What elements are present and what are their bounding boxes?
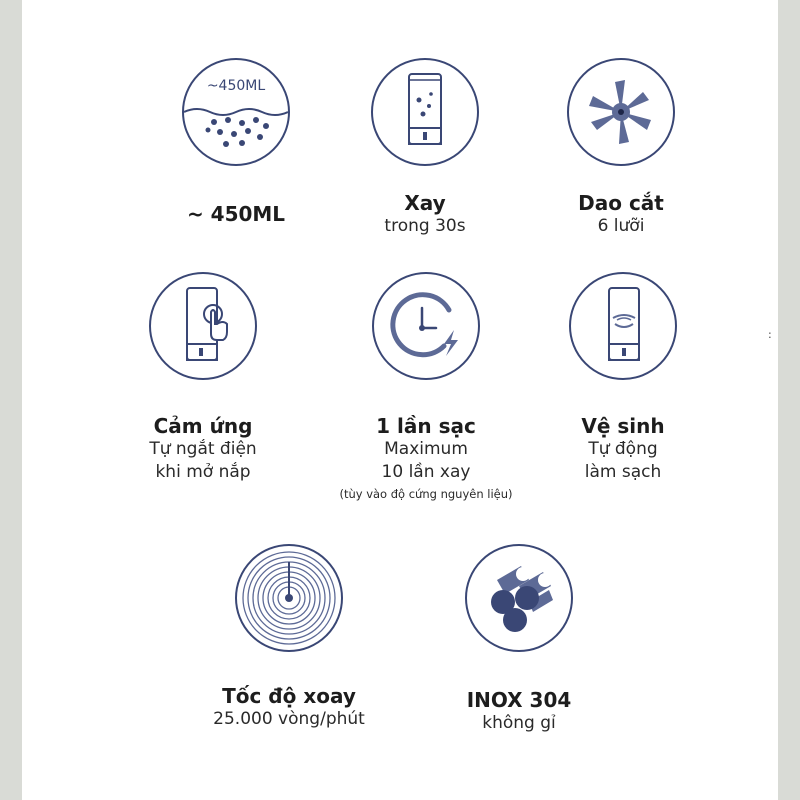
stainless-steel-icon — [465, 544, 573, 652]
feature-title: Cảm ứng — [153, 414, 253, 438]
feature-line: không gỉ — [482, 713, 556, 733]
stray-mark: : — [768, 328, 772, 341]
feature-note: (tùy vào độ cứng nguyên liệu) — [339, 487, 513, 501]
feature-title: 1 lần sạc — [376, 414, 476, 438]
rotation-speed-icon — [235, 544, 343, 652]
feature-line: khi mở nắp — [155, 462, 251, 482]
icon-volume-label: ~450ML — [206, 78, 266, 94]
touch-sensor-icon — [149, 272, 257, 380]
feature-title: Xay — [404, 191, 446, 215]
feature-line: 10 lần xay — [381, 462, 471, 482]
feature-line: 25.000 vòng/phút — [213, 709, 365, 729]
feature-line: Tự động — [588, 439, 658, 459]
charge-clock-icon — [372, 272, 480, 380]
self-clean-icon — [569, 272, 677, 380]
feature-stainless — [389, 544, 649, 735]
feature-clean — [493, 272, 753, 484]
feature-touch — [73, 272, 333, 484]
feature-line: trong 30s — [384, 216, 466, 236]
feature-speed — [159, 544, 419, 731]
blender-bubbles-icon — [371, 58, 479, 166]
feature-title: Vệ sinh — [581, 414, 665, 438]
feature-title: Tốc độ xoay — [222, 684, 356, 708]
feature-panel — [22, 0, 778, 800]
feature-line: Maximum — [384, 439, 468, 459]
feature-title: Dao cắt — [578, 191, 664, 215]
feature-title: INOX 304 — [466, 688, 572, 712]
feature-line: 6 lưỡi — [597, 216, 645, 236]
feature-line: Tự ngắt điện — [149, 439, 257, 459]
feature-title: ~ 450ML — [186, 202, 286, 226]
feature-line: làm sạch — [584, 462, 662, 482]
cup-volume-icon — [182, 58, 290, 166]
six-blade-icon — [567, 58, 675, 166]
feature-blades — [491, 58, 751, 238]
